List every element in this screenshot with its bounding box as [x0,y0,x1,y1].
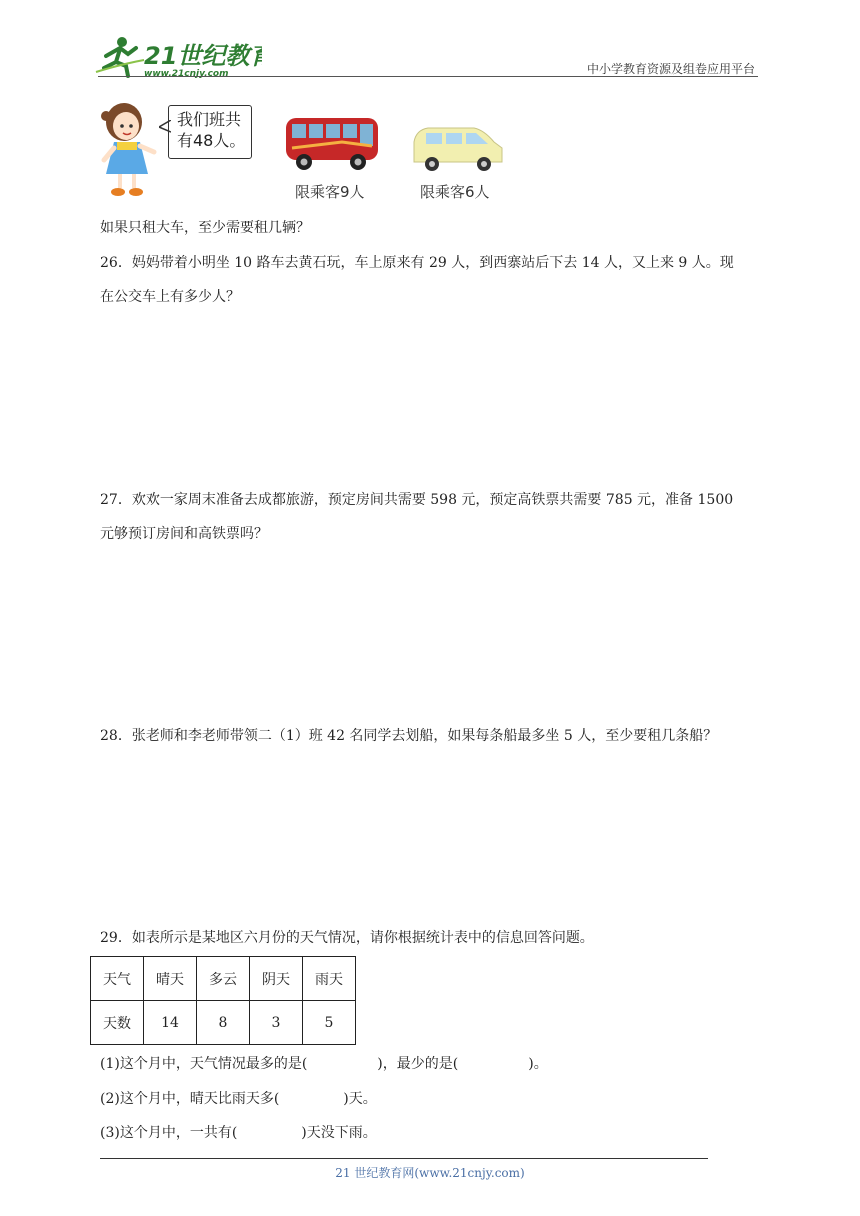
table-cell: 多云 [197,957,250,1001]
question-27-line-1: 27．欢欢一家周末准备去成都旅游，预定房间共需要 598 元，预定高铁票共需要 785 元，准备 1500 [100,492,734,508]
table-row [91,957,356,1001]
bus-caption: 限乘客9人 [295,183,365,201]
question-27-line-2: 元够预订房间和高铁票吗？ [100,526,268,542]
table-row [91,1001,356,1045]
question-26-line-1: 26．妈妈带着小明坐 10 路车去黄石玩，车上原来有 29 人，到西寨站后下去 14 人，又上来 9 人。现 [100,255,734,271]
table-cell: 雨天 [303,957,356,1001]
subquestion-3-text-a: (3)这个月中，一共有( [100,1125,238,1141]
subquestion-2-text-a: (2)这个月中，晴天比雨天多( [100,1091,280,1107]
subquestion-1-text-c: )。 [528,1056,548,1072]
logo-text: 21世纪教育 [144,42,262,70]
question-26-line-2: 在公交车上有多少人？ [100,289,240,305]
header-platform-text: 中小学教育资源及组卷应用平台 [586,62,755,76]
question-28: 28．张老师和李老师带领二（1）班 42 名同学去划船，如果每条船最多坐 5 人，至少要租几条船？ [100,728,718,744]
table-cell: 天数 [91,1001,144,1045]
footer-divider [100,1158,708,1159]
bus-illustration [282,114,382,174]
subquestion-2-text-b: )天。 [343,1091,377,1107]
question-25-tail: 如果只租大车，至少需要租几辆？ [100,220,310,236]
header-divider [98,76,758,77]
subquestion-1 [100,1054,548,1074]
question-29: 29．如表所示是某地区六月份的天气情况，请你根据统计表中的信息回答问题。 [100,930,594,946]
runner-icon [96,37,144,76]
table-cell: 8 [197,1001,250,1045]
table-cell: 天气 [91,957,144,1001]
table-cell: 14 [144,1001,197,1045]
table-cell: 3 [250,1001,303,1045]
table-cell: 晴天 [144,957,197,1001]
subquestion-2 [100,1089,377,1109]
site-logo [92,34,262,80]
speech-line-2: 有48人。 [177,131,246,150]
subquestion-3-text-b: )天没下雨。 [301,1125,377,1141]
subquestion-1-text-b: )，最少的是( [377,1056,459,1072]
speech-bubble [168,105,252,159]
girl-illustration [96,100,158,198]
table-cell: 阴天 [250,957,303,1001]
van-illustration [408,124,506,174]
footer-text: 21 世纪教育网(www.21cnjy.com) [335,1166,525,1180]
van-caption: 限乘客6人 [420,183,490,201]
subquestion-3 [100,1123,377,1143]
speech-line-1: 我们班共 [177,110,242,129]
logo-url: www.21cnjy.com [144,69,229,79]
subquestion-1-text-a: (1)这个月中，天气情况最多的是( [100,1056,308,1072]
table-cell: 5 [303,1001,356,1045]
weather-table [90,956,356,1045]
